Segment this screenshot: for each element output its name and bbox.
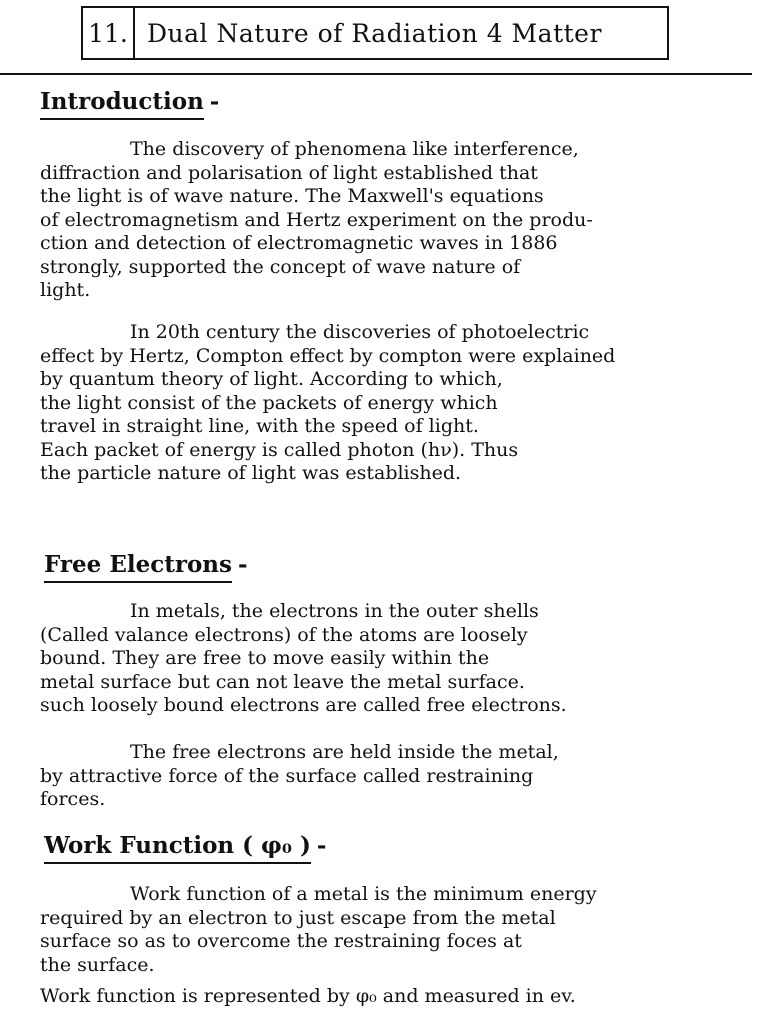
heading-free-electrons-text: Free Electrons: [44, 551, 232, 583]
heading-free-electrons: [44, 551, 248, 583]
chapter-title-box: [81, 6, 669, 60]
text-line: of electromagnetism and Hertz experiment on the produ-: [40, 208, 593, 231]
text-line: the light is of wave nature. The Maxwell's equations: [40, 185, 544, 207]
text-line: effect by Hertz, Compton effect by compton were explained: [40, 344, 616, 367]
text-line: (Called valance electrons) of the atoms are loosely: [40, 623, 528, 646]
text-line: surface so as to overcome the restraining foces at: [40, 930, 522, 952]
free-electrons-paragraph-1: [40, 600, 740, 718]
text-line: Work function of a metal is the minimum energy: [130, 883, 597, 905]
text-line: the particle nature of light was established.: [40, 462, 462, 484]
text-line: light.: [40, 279, 91, 301]
text-line: by quantum theory of light. According to which,: [40, 368, 503, 390]
text-line: ction and detection of electromagnetic waves in 1886: [40, 232, 558, 254]
heading-introduction-text: Introduction: [40, 88, 204, 120]
work-function-paragraph-1: [40, 883, 740, 977]
text-line: In 20th century the discoveries of photoelectric: [130, 321, 590, 343]
text-line: by attractive force of the surface called restraining: [40, 764, 534, 787]
work-function-paragraph-2: [40, 985, 740, 1009]
text-line: the surface.: [40, 953, 155, 976]
heading-introduction-dash: -: [209, 88, 220, 115]
heading-work-function-dash: -: [316, 832, 327, 859]
text-line: Work function is represented by φ₀ and measured in ev.: [40, 985, 576, 1007]
text-line: forces.: [40, 788, 106, 810]
heading-introduction: [40, 88, 219, 120]
introduction-paragraph-2: [40, 321, 740, 486]
text-line: In metals, the electrons in the outer shells: [130, 600, 539, 622]
text-line: strongly, supported the concept of wave nature of: [40, 255, 521, 278]
chapter-number: 11.: [83, 8, 135, 58]
text-line: metal surface but can not leave the metal surface.: [40, 670, 525, 693]
chapter-title: Dual Nature of Radiation 4 Matter: [147, 18, 602, 48]
text-line: the light consist of the packets of energy which: [40, 391, 498, 414]
text-line: bound. They are free to move easily within the: [40, 647, 490, 669]
free-electrons-paragraph-2: [40, 741, 740, 812]
text-line: required by an electron to just escape from the metal: [40, 906, 556, 929]
introduction-paragraph-1: [40, 138, 740, 303]
text-line: diffraction and polarisation of light established that: [40, 161, 538, 184]
text-line: The free electrons are held inside the metal,: [130, 741, 559, 763]
heading-free-electrons-dash: -: [237, 551, 248, 578]
text-line: Each packet of energy is called photon (hν). Thus: [40, 438, 519, 461]
header-divider: [0, 73, 752, 75]
text-line: such loosely bound electrons are called free electrons.: [40, 694, 567, 716]
heading-work-function-text: Work Function ( φ₀ ): [44, 832, 311, 864]
heading-work-function: [44, 832, 326, 864]
text-line: The discovery of phenomena like interference,: [130, 138, 579, 160]
text-line: travel in straight line, with the speed of light.: [40, 415, 479, 437]
